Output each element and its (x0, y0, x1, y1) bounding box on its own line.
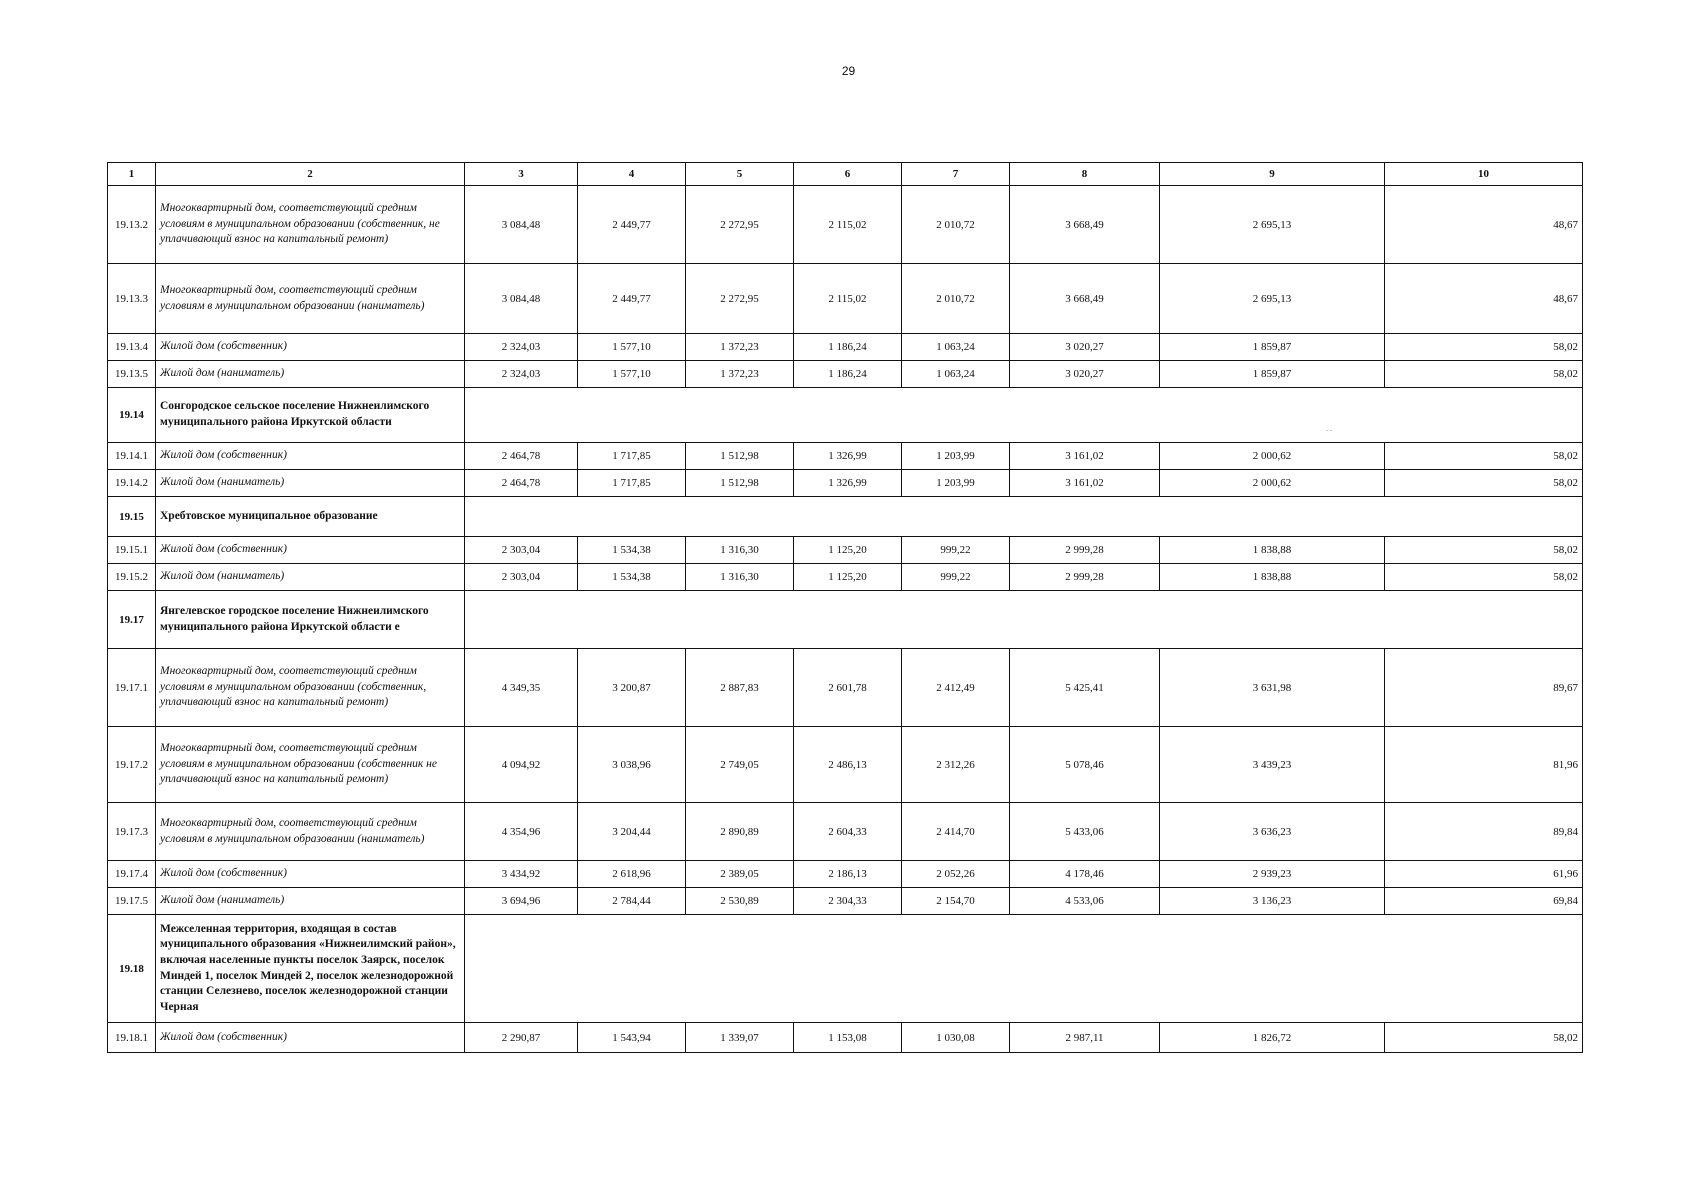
header-cell: 6 (794, 163, 902, 186)
value-cell: 1 717,85 (578, 443, 686, 470)
value-cell: 1 577,10 (578, 334, 686, 361)
row-name: Многоквартирный дом, соответствующий средним условиям в муниципальном образовании (наниматель) (156, 803, 465, 861)
section-title: Хребтовское муниципальное образование (156, 497, 465, 537)
value-cell: 1 326,99 (794, 470, 902, 497)
value-cell: 58,02 (1385, 361, 1583, 388)
value-cell: 1 577,10 (578, 361, 686, 388)
value-cell: 2 324,03 (465, 334, 578, 361)
table-row (108, 649, 1583, 727)
header-cell: 9 (1160, 163, 1385, 186)
value-cell: 5 433,06 (1010, 803, 1160, 861)
value-cell: 2 324,03 (465, 361, 578, 388)
value-cell: 3 038,96 (578, 727, 686, 803)
value-cell: 2 695,13 (1160, 264, 1385, 334)
value-cell: 89,84 (1385, 803, 1583, 861)
section-blank-cell (465, 388, 1583, 443)
header-cell: 1 (108, 163, 156, 186)
value-cell: 69,84 (1385, 888, 1583, 915)
value-cell: 1 372,23 (686, 361, 794, 388)
value-cell: 1 859,87 (1160, 361, 1385, 388)
value-cell: 1 125,20 (794, 564, 902, 591)
value-cell: 1 063,24 (902, 361, 1010, 388)
value-cell: 3 084,48 (465, 264, 578, 334)
row-code: 19.13.5 (108, 361, 156, 388)
row-code: 19.15 (108, 497, 156, 537)
value-cell: 1 326,99 (794, 443, 902, 470)
section-blank-cell (465, 915, 1583, 1023)
value-cell: 5 425,41 (1010, 649, 1160, 727)
row-code: 19.13.3 (108, 264, 156, 334)
row-name: Многоквартирный дом, соответствующий средним условиям в муниципальном образовании (собственник, не уплачивающий взнос на капитальный ремонт) (156, 186, 465, 264)
value-cell: 1 125,20 (794, 537, 902, 564)
row-code: 19.18 (108, 915, 156, 1023)
value-cell: 1 534,38 (578, 537, 686, 564)
value-cell: 1 543,94 (578, 1023, 686, 1053)
value-cell: 4 354,96 (465, 803, 578, 861)
row-code: 19.15.2 (108, 564, 156, 591)
table-row (108, 803, 1583, 861)
value-cell: 2 695,13 (1160, 186, 1385, 264)
value-cell: 2 604,33 (794, 803, 902, 861)
value-cell: 2 449,77 (578, 264, 686, 334)
value-cell: 2 784,44 (578, 888, 686, 915)
value-cell: 2 987,11 (1010, 1023, 1160, 1053)
value-cell: 2 887,83 (686, 649, 794, 727)
row-code: 19.13.2 (108, 186, 156, 264)
value-cell: 2 601,78 (794, 649, 902, 727)
header-row (108, 163, 1583, 186)
table-row (108, 564, 1583, 591)
value-cell: 2 115,02 (794, 264, 902, 334)
section-row (108, 915, 1583, 1023)
row-code: 19.15.1 (108, 537, 156, 564)
row-name: Жилой дом (наниматель) (156, 361, 465, 388)
section-blank-cell (465, 591, 1583, 649)
header-cell: 4 (578, 163, 686, 186)
value-cell: 61,96 (1385, 861, 1583, 888)
value-cell: 999,22 (902, 537, 1010, 564)
value-cell: 3 434,92 (465, 861, 578, 888)
value-cell: 3 161,02 (1010, 470, 1160, 497)
value-cell: 3 020,27 (1010, 361, 1160, 388)
value-cell: 58,02 (1385, 537, 1583, 564)
value-cell: 3 161,02 (1010, 443, 1160, 470)
value-cell: 3 668,49 (1010, 264, 1160, 334)
row-name: Жилой дом (наниматель) (156, 888, 465, 915)
value-cell: 2 000,62 (1160, 443, 1385, 470)
section-title: Сонгородское сельское поселение Нижнеилимского муниципального района Иркутской области (156, 388, 465, 443)
section-title: Янгелевское городское поселение Нижнеилимского муниципального района Иркутской области е (156, 591, 465, 649)
value-cell: 2 272,95 (686, 264, 794, 334)
value-cell: 2 412,49 (902, 649, 1010, 727)
value-cell: 1 316,30 (686, 537, 794, 564)
row-code: 19.14 (108, 388, 156, 443)
table-row (108, 727, 1583, 803)
table-row (108, 443, 1583, 470)
value-cell: 58,02 (1385, 334, 1583, 361)
value-cell: 3 668,49 (1010, 186, 1160, 264)
value-cell: 58,02 (1385, 564, 1583, 591)
row-name: Многоквартирный дом, соответствующий средним условиям в муниципальном образовании (собственник не уплачивающий взнос на капитальный ремонт) (156, 727, 465, 803)
value-cell: 1 512,98 (686, 470, 794, 497)
value-cell: 2 999,28 (1010, 564, 1160, 591)
row-name: Жилой дом (собственник) (156, 443, 465, 470)
value-cell: 4 178,46 (1010, 861, 1160, 888)
value-cell: 81,96 (1385, 727, 1583, 803)
row-code: 19.17.2 (108, 727, 156, 803)
table-row (108, 888, 1583, 915)
table-row (108, 186, 1583, 264)
tariff-table (107, 162, 1583, 1053)
value-cell: 2 303,04 (465, 564, 578, 591)
value-cell: 1 186,24 (794, 334, 902, 361)
value-cell: 4 094,92 (465, 727, 578, 803)
value-cell: 2 464,78 (465, 443, 578, 470)
header-cell: 7 (902, 163, 1010, 186)
header-cell: 2 (156, 163, 465, 186)
row-code: 19.17.1 (108, 649, 156, 727)
value-cell: 1 153,08 (794, 1023, 902, 1053)
value-cell: 2 115,02 (794, 186, 902, 264)
value-cell: 999,22 (902, 564, 1010, 591)
value-cell: 3 694,96 (465, 888, 578, 915)
value-cell: 2 010,72 (902, 264, 1010, 334)
header-cell: 3 (465, 163, 578, 186)
value-cell: 2 939,23 (1160, 861, 1385, 888)
row-name: Многоквартирный дом, соответствующий средним условиям в муниципальном образовании (наниматель) (156, 264, 465, 334)
value-cell: 1 838,88 (1160, 564, 1385, 591)
value-cell: 48,67 (1385, 264, 1583, 334)
table-row (108, 470, 1583, 497)
section-title: Межселенная территория, входящая в состав муниципального образования «Нижнеилимский район», включая населенные пункты поселок Заярск, поселок Миндей 1, поселок Миндей 2, поселок железнодорожной станции Селезнево, поселок железнодорожной станции Черная (156, 915, 465, 1023)
row-code: 19.17.5 (108, 888, 156, 915)
scan-artifact: . . (1326, 424, 1332, 433)
section-row (108, 388, 1583, 443)
value-cell: 1 717,85 (578, 470, 686, 497)
value-cell: 5 078,46 (1010, 727, 1160, 803)
value-cell: 1 203,99 (902, 470, 1010, 497)
value-cell: 2 618,96 (578, 861, 686, 888)
row-name: Жилой дом (собственник) (156, 334, 465, 361)
value-cell: 2 272,95 (686, 186, 794, 264)
table-row (108, 1023, 1583, 1053)
value-cell: 4 349,35 (465, 649, 578, 727)
value-cell: 1 203,99 (902, 443, 1010, 470)
value-cell: 2 010,72 (902, 186, 1010, 264)
value-cell: 3 631,98 (1160, 649, 1385, 727)
value-cell: 3 020,27 (1010, 334, 1160, 361)
value-cell: 3 204,44 (578, 803, 686, 861)
value-cell: 2 890,89 (686, 803, 794, 861)
value-cell: 2 052,26 (902, 861, 1010, 888)
value-cell: 3 439,23 (1160, 727, 1385, 803)
value-cell: 1 063,24 (902, 334, 1010, 361)
row-name: Жилой дом (собственник) (156, 537, 465, 564)
row-code: 19.14.1 (108, 443, 156, 470)
value-cell: 2 290,87 (465, 1023, 578, 1053)
row-code: 19.13.4 (108, 334, 156, 361)
value-cell: 2 449,77 (578, 186, 686, 264)
value-cell: 1 316,30 (686, 564, 794, 591)
value-cell: 48,67 (1385, 186, 1583, 264)
value-cell: 2 389,05 (686, 861, 794, 888)
value-cell: 1 030,08 (902, 1023, 1010, 1053)
table-row (108, 861, 1583, 888)
row-name: Жилой дом (собственник) (156, 861, 465, 888)
value-cell: 58,02 (1385, 470, 1583, 497)
row-code: 19.17.4 (108, 861, 156, 888)
table-row (108, 361, 1583, 388)
value-cell: 2 414,70 (902, 803, 1010, 861)
value-cell: 1 534,38 (578, 564, 686, 591)
table-row (108, 537, 1583, 564)
row-code: 19.18.1 (108, 1023, 156, 1053)
value-cell: 2 186,13 (794, 861, 902, 888)
row-code: 19.14.2 (108, 470, 156, 497)
value-cell: 3 136,23 (1160, 888, 1385, 915)
section-blank-cell (465, 497, 1583, 537)
value-cell: 2 000,62 (1160, 470, 1385, 497)
value-cell: 3 636,23 (1160, 803, 1385, 861)
value-cell: 58,02 (1385, 1023, 1583, 1053)
value-cell: 3 084,48 (465, 186, 578, 264)
value-cell: 2 304,33 (794, 888, 902, 915)
table-row (108, 334, 1583, 361)
value-cell: 2 486,13 (794, 727, 902, 803)
value-cell: 2 530,89 (686, 888, 794, 915)
value-cell: 1 859,87 (1160, 334, 1385, 361)
header-cell: 10 (1385, 163, 1583, 186)
table-row (108, 264, 1583, 334)
value-cell: 2 999,28 (1010, 537, 1160, 564)
value-cell: 2 464,78 (465, 470, 578, 497)
value-cell: 2 303,04 (465, 537, 578, 564)
value-cell: 1 339,07 (686, 1023, 794, 1053)
value-cell: 1 512,98 (686, 443, 794, 470)
value-cell: 1 186,24 (794, 361, 902, 388)
row-code: 19.17 (108, 591, 156, 649)
value-cell: 4 533,06 (1010, 888, 1160, 915)
value-cell: 1 372,23 (686, 334, 794, 361)
value-cell: 1 826,72 (1160, 1023, 1385, 1053)
row-name: Жилой дом (собственник) (156, 1023, 465, 1053)
value-cell: 89,67 (1385, 649, 1583, 727)
header-cell: 5 (686, 163, 794, 186)
row-name: Жилой дом (наниматель) (156, 470, 465, 497)
value-cell: 1 838,88 (1160, 537, 1385, 564)
row-name: Жилой дом (наниматель) (156, 564, 465, 591)
value-cell: 2 749,05 (686, 727, 794, 803)
value-cell: 2 154,70 (902, 888, 1010, 915)
section-row (108, 497, 1583, 537)
row-code: 19.17.3 (108, 803, 156, 861)
value-cell: 58,02 (1385, 443, 1583, 470)
header-cell: 8 (1010, 163, 1160, 186)
value-cell: 3 200,87 (578, 649, 686, 727)
page-number: 29 (841, 64, 856, 78)
row-name: Многоквартирный дом, соответствующий средним условиям в муниципальном образовании (собственник, уплачивающий взнос на капитальный ремонт) (156, 649, 465, 727)
value-cell: 2 312,26 (902, 727, 1010, 803)
section-row (108, 591, 1583, 649)
